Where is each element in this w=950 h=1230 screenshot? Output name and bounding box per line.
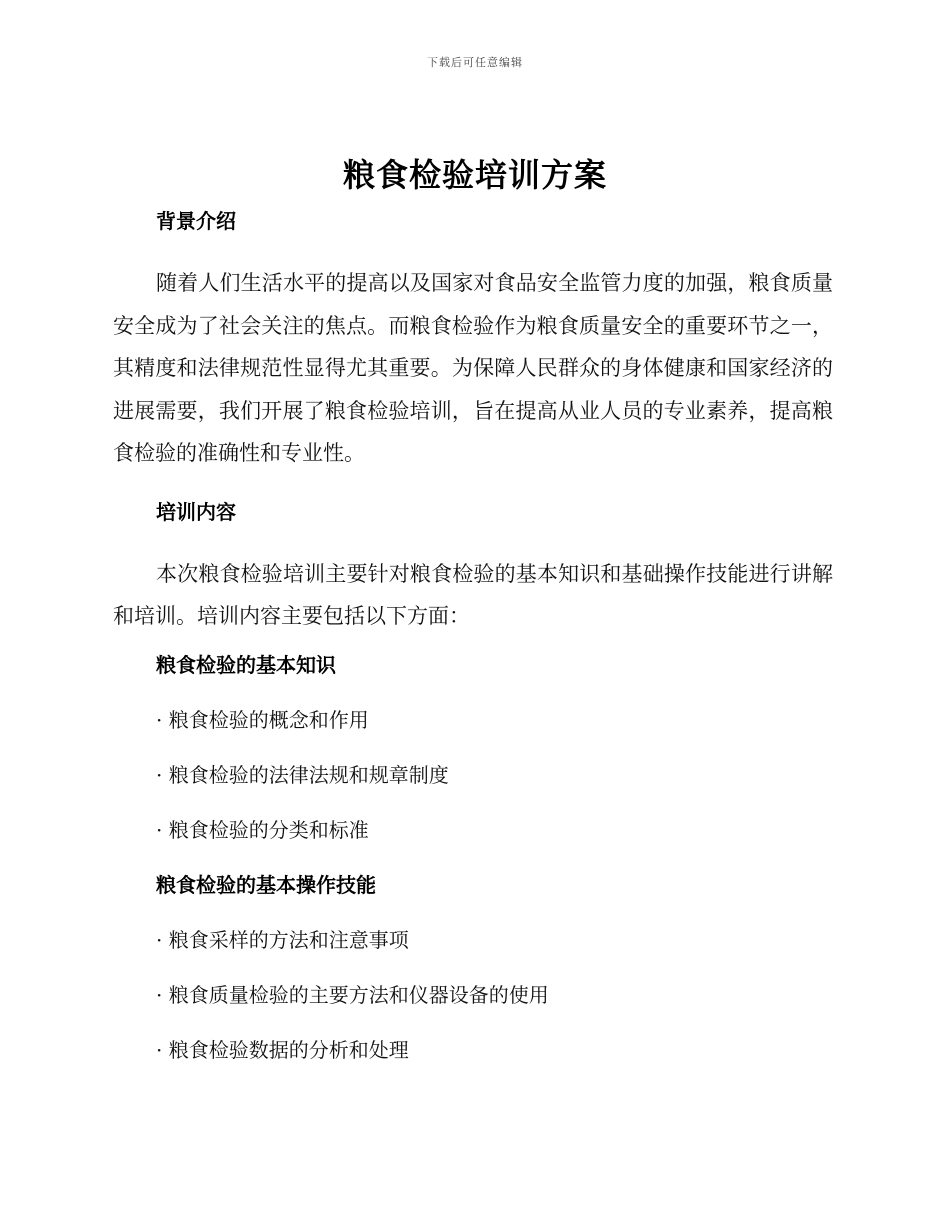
basic-knowledge-list [113, 693, 833, 858]
list-item: · 粮食质量检验的主要方法和仪器设备的使用 [156, 982, 549, 1007]
subheading-basic-knowledge: 粮食检验的基本知识 [156, 652, 336, 677]
training-paragraph: 本次粮食检验培训主要针对粮食检验的基本知识和基础操作技能进行讲解和培训。培训内容主要包括以下方面： [113, 561, 833, 628]
list-item: · 粮食检验的法律法规和规章制度 [156, 762, 449, 787]
list-item: · 粮食检验的概念和作用 [156, 707, 369, 732]
list-item: · 粮食检验数据的分析和处理 [156, 1037, 409, 1062]
list-item: · 粮食采样的方法和注意事项 [156, 927, 409, 952]
section-heading-background: 背景介绍 [156, 209, 236, 233]
header-note: 下载后可任意编辑 [427, 56, 523, 69]
basic-skills-list [113, 913, 833, 1078]
document-body [113, 196, 833, 1078]
section-heading-training: 培训内容 [156, 499, 236, 524]
document-title: 粮食检验培训方案 [342, 156, 607, 194]
subheading-basic-skills: 粮食检验的基本操作技能 [156, 872, 376, 897]
background-paragraph: 随着人们生活水平的提高以及国家对食品安全监管力度的加强，粮食质量安全成为了社会关注的焦点。而粮食检验作为粮食质量安全的重要环节之一，其精度和法律规范性显得尤其重要。为保障人民群众的身体健康和国家经济的进展需要，我们开展了粮食检验培训，旨在提高从业人员的专业素养，提高粮食检验的准确性和专业性。 [113, 271, 833, 465]
list-item: · 粮食检验的分类和标准 [156, 817, 369, 842]
